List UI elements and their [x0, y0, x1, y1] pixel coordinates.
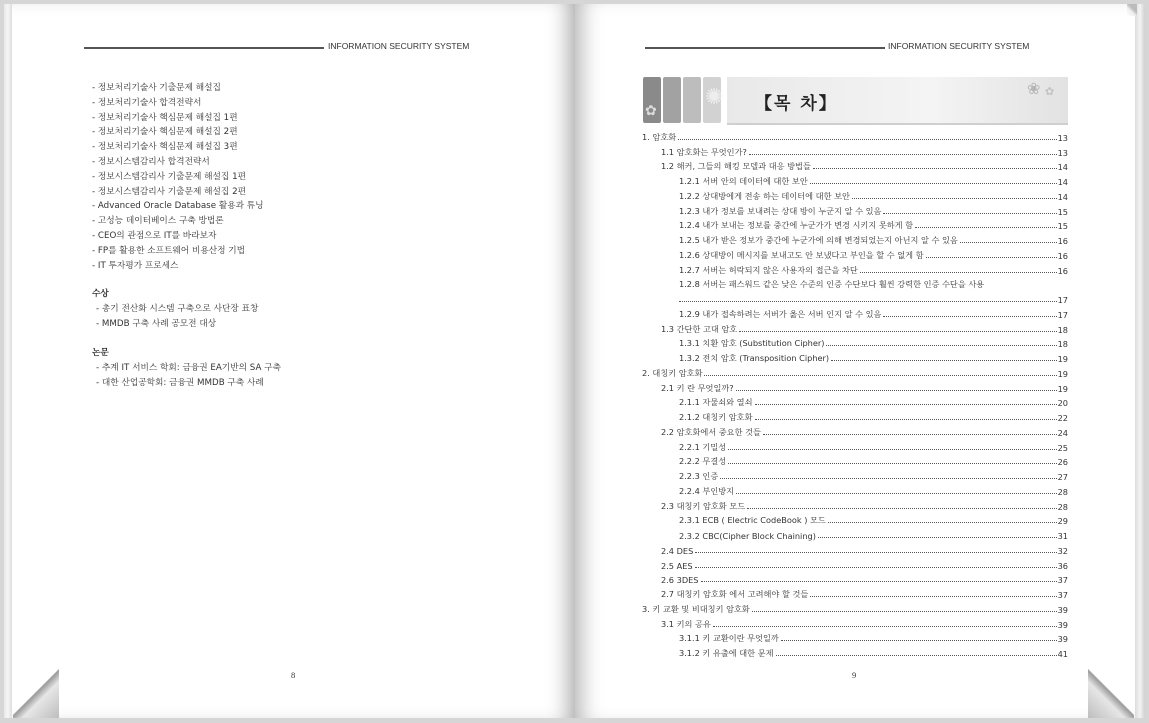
book-item: - 정보시스템감리사 합격전략서 — [92, 156, 210, 167]
toc-entry-title: 3.1 키의 공유 — [661, 618, 711, 629]
right-page-number: 9 — [852, 670, 857, 680]
banner-tile-3 — [683, 77, 701, 123]
toc-leader-dots — [860, 272, 1057, 273]
toc-page-number: 39 — [1057, 634, 1068, 645]
toc-entry[interactable] — [642, 128, 1068, 143]
toc-leader-dots — [831, 360, 1056, 361]
toc-page-number: 17 — [1057, 309, 1068, 320]
toc-leader-dots — [728, 449, 1056, 450]
toc-banner — [643, 77, 1068, 125]
toc-entry-title: 2.7 대칭키 암호화 에서 고려해야 할 것들 — [661, 589, 809, 599]
toc-entry[interactable] — [642, 187, 1068, 202]
toc-leader-dots — [818, 537, 1057, 538]
toc-page-number: 26 — [1057, 457, 1068, 468]
toc-entry[interactable] — [642, 276, 1068, 291]
toc-entry[interactable] — [642, 482, 1068, 497]
toc-leader-dots — [695, 567, 1057, 568]
page-curl-bottom-left[interactable] — [13, 668, 59, 718]
toc-leader-dots — [749, 154, 1057, 155]
toc-page-number: 37 — [1057, 575, 1068, 586]
toc-entry-title: 3.1.1 키 교환이란 무엇일까 — [679, 633, 779, 644]
left-page — [12, 4, 575, 718]
toc-leader-dots — [679, 301, 1057, 302]
papers-list — [92, 361, 512, 391]
toc-entry-title: 2.1.2 대칭키 암호화 — [679, 412, 753, 422]
toc-entry[interactable] — [642, 158, 1068, 173]
toc-entry[interactable] — [642, 305, 1068, 320]
toc-entry-title: 2.1.1 자물쇠와 열쇠 — [679, 397, 753, 408]
toc-page-number: 13 — [1057, 147, 1068, 158]
toc-page-number: 27 — [1057, 472, 1068, 482]
toc-leader-dots — [915, 227, 1057, 228]
toc-page-number: 18 — [1057, 324, 1068, 335]
toc-entry[interactable] — [642, 408, 1068, 423]
toc-page-number: 39 — [1057, 619, 1068, 630]
book-item: - 정보시스템감리사 기출문제 해설집 1편 — [92, 171, 246, 182]
toc-entry[interactable] — [642, 644, 1068, 659]
toc-page-number: 22 — [1057, 413, 1068, 423]
toc-leader-dots — [695, 552, 1056, 553]
table-of-contents — [642, 128, 1068, 659]
flower-icon: ✺ — [705, 85, 724, 110]
toc-entry[interactable] — [642, 143, 1068, 158]
toc-leader-dots — [713, 626, 1057, 627]
toc-entry[interactable] — [642, 585, 1068, 600]
toc-entry[interactable] — [642, 453, 1068, 468]
toc-entry-title: 2.3.1 ECB ( Electric CodeBook ) 모드 — [679, 515, 826, 526]
toc-page-number: 19 — [1057, 383, 1068, 394]
book-item: - IT 투자평가 프로세스 — [92, 260, 179, 271]
toc-entry-title: 2.2 암호화에서 중요한 것들 — [661, 426, 761, 437]
toc-leader-dots — [752, 611, 1057, 612]
toc-entry-title: 1.2.3 내가 정보를 보내려는 상대 방이 누군지 알 수 있음 — [679, 205, 882, 216]
papers-title: 논문 — [92, 348, 109, 359]
book-item: - 고성능 데이터베이스 구축 방법론 — [92, 216, 224, 227]
toc-entry[interactable] — [642, 202, 1068, 217]
right-page — [575, 4, 1135, 718]
toc-entry-title: 3. 키 교환 및 비대칭키 암호화 — [642, 603, 750, 614]
toc-page-number: 20 — [1057, 398, 1068, 409]
toc-entry-title: 2. 대칭키 암호화 — [642, 367, 703, 378]
toc-page-number: 39 — [1057, 604, 1068, 615]
toc-leader-dots — [736, 390, 1057, 391]
toc-leader-dots — [810, 596, 1056, 597]
toc-entry[interactable] — [642, 423, 1068, 438]
toc-entry-title: 1.2.4 내가 보내는 정보를 중간에 누군가가 변경 시키지 못하게 함 — [679, 220, 914, 231]
right-header-rule — [645, 47, 885, 49]
toc-entry[interactable] — [642, 630, 1068, 645]
toc-leader-dots — [755, 419, 1057, 420]
toc-page-number: 29 — [1057, 516, 1068, 527]
toc-leader-dots — [701, 581, 1057, 582]
page-stack-left — [4, 4, 12, 718]
toc-page-number: 14 — [1057, 177, 1068, 187]
toc-leader-dots — [781, 640, 1057, 641]
toc-entry-title: 2.2.1 기밀성 — [679, 441, 727, 452]
toc-page-number: 15 — [1057, 221, 1068, 232]
toc-entry[interactable] — [642, 541, 1068, 556]
toc-leader-dots — [728, 463, 1056, 464]
toc-entry-title: 1.3.1 치환 암호 (Substitution Cipher) — [679, 338, 825, 349]
toc-entry[interactable] — [642, 615, 1068, 630]
toc-entry[interactable] — [642, 320, 1068, 335]
award-item: - 총기 전산화 시스템 구축으로 사단장 표창 — [96, 304, 259, 315]
banner-tile-2 — [663, 77, 681, 123]
flower-icon: ❀ — [1027, 79, 1041, 98]
toc-entry-title: 1.2.9 내가 접속하려는 서버가 옳은 서버 인지 알 수 있음 — [679, 308, 882, 319]
toc-page-number: 16 — [1057, 265, 1068, 276]
toc-leader-dots — [810, 183, 1057, 184]
toc-entry[interactable] — [642, 467, 1068, 482]
book-item: - CEO의 관점으로 IT를 바라보자 — [92, 230, 217, 241]
toc-entry-title: 2.2.3 인증 — [679, 471, 719, 481]
left-page-number: 8 — [291, 670, 296, 680]
toc-entry-title: 2.2.4 부인방지 — [679, 485, 735, 496]
toc-entry[interactable] — [642, 335, 1068, 350]
toc-title: 【목 차】 — [755, 94, 838, 114]
toc-entry-title: 1.2.2 상대방에게 전송 하는 데이터에 대한 보안 — [679, 190, 850, 201]
toc-leader-dots — [883, 316, 1056, 317]
toc-entry-title: 2.5 AES — [661, 560, 693, 571]
toc-entry-title: 1.3.2 전치 암호 (Transposition Cipher) — [679, 353, 830, 363]
left-header — [84, 41, 484, 55]
toc-entry[interactable] — [642, 438, 1068, 453]
toc-page-number: 28 — [1057, 501, 1068, 512]
paper-item: - 추계 IT 서비스 학회: 금융권 EA기반의 SA 구축 — [96, 363, 281, 374]
toc-leader-dots — [739, 331, 1056, 332]
toc-entry[interactable] — [642, 172, 1068, 187]
page-corner-top-right — [1127, 4, 1137, 16]
toc-entry[interactable] — [642, 261, 1068, 276]
page-stack-right — [1135, 4, 1145, 718]
flower-icon: ✿ — [1045, 85, 1055, 98]
toc-leader-dots — [813, 168, 1057, 169]
book-item: - 정보처리기술사 합격전략서 — [92, 97, 202, 108]
toc-entry[interactable] — [642, 379, 1068, 394]
toc-page-number: 25 — [1057, 442, 1068, 453]
awards-list — [92, 302, 512, 332]
toc-leader-dots — [704, 375, 1056, 376]
toc-page-number: 14 — [1057, 162, 1068, 173]
toc-page-number: 14 — [1057, 191, 1068, 202]
flower-icon: ✿ — [645, 103, 657, 119]
toc-page-number: 18 — [1057, 339, 1068, 350]
book-item: - 정보처리기술사 기출문제 해설집 — [92, 83, 221, 93]
toc-entry[interactable] — [642, 231, 1068, 246]
toc-entry[interactable] — [642, 349, 1068, 364]
paper-item: - 대한 산업공학회: 금융권 MMDB 구축 사례 — [96, 378, 264, 389]
toc-entry[interactable] — [642, 217, 1068, 232]
toc-entry[interactable] — [642, 394, 1068, 409]
toc-leader-dots — [736, 493, 1057, 494]
toc-page-number: 36 — [1057, 560, 1068, 571]
toc-entry[interactable] — [642, 364, 1068, 379]
book-item: - 정보처리기술사 핵심문제 해설집 2편 — [92, 127, 238, 138]
toc-leader-dots — [883, 213, 1056, 214]
toc-entry[interactable] — [642, 600, 1068, 615]
toc-leader-dots — [926, 257, 1057, 258]
toc-entry-title: 3.1.2 키 유출에 대한 문제 — [679, 648, 774, 658]
toc-entry[interactable] — [642, 246, 1068, 261]
toc-page-number: 19 — [1057, 368, 1068, 379]
toc-page-number: 15 — [1057, 206, 1068, 217]
toc-entry[interactable] — [642, 556, 1068, 571]
toc-entry-title: 2.3.2 CBC(Cipher Block Chaining) — [679, 531, 816, 541]
toc-leader-dots — [747, 508, 1056, 509]
toc-entry-title: 1.2.5 내가 받은 정보가 중간에 누군가에 의해 변경되었는지 아닌지 알 수 있음 — [679, 235, 958, 245]
toc-entry-title: 2.6 3DES — [661, 575, 699, 586]
books-list — [92, 81, 512, 273]
toc-page-number: 28 — [1057, 486, 1068, 497]
toc-page-number: 32 — [1057, 545, 1068, 556]
toc-entry-title: 1. 암호화 — [642, 131, 677, 142]
book-item: - FP를 활용한 소프트웨어 비용산정 기법 — [92, 245, 246, 256]
toc-leader-dots — [678, 139, 1056, 140]
toc-entry[interactable] — [642, 512, 1068, 527]
toc-entry-title: 2.4 DES — [661, 545, 694, 556]
toc-leader-dots — [960, 242, 1057, 243]
toc-entry-continuation[interactable] — [642, 290, 1068, 305]
book-item: - 정보시스템감리사 기출문제 해설집 2편 — [92, 186, 246, 197]
awards-title: 수상 — [92, 289, 109, 300]
toc-entry-title: 2.2.2 무결성 — [679, 456, 727, 467]
toc-leader-dots — [826, 345, 1056, 346]
page-curl-bottom-right[interactable] — [1088, 668, 1134, 718]
toc-page-number: 13 — [1057, 132, 1068, 143]
toc-page-number: 37 — [1057, 590, 1068, 600]
toc-leader-dots — [763, 434, 1057, 435]
toc-entry[interactable] — [642, 526, 1068, 541]
book-item: - 정보처리기술사 핵심문제 해설집 3편 — [92, 142, 238, 153]
toc-entry-title: 1.1 암호화는 무엇인가? — [661, 146, 747, 157]
toc-entry-title: 1.2.7 서버는 허락되지 않은 사용자의 접근을 차단 — [679, 264, 858, 275]
toc-title-box — [727, 77, 1068, 125]
toc-leader-dots — [720, 478, 1056, 479]
toc-page-number: 31 — [1057, 531, 1068, 541]
toc-entry-title: 2.1 키 란 무엇일까? — [661, 382, 734, 393]
left-header-text: INFORMATION SECURITY SYSTEM — [328, 41, 470, 51]
toc-page-number: 17 — [1057, 295, 1068, 305]
toc-entry[interactable] — [642, 497, 1068, 512]
right-header-text: INFORMATION SECURITY SYSTEM — [888, 41, 1030, 51]
toc-leader-dots — [828, 522, 1057, 523]
toc-entry-title: 1.2.1 서버 안의 데이터에 대한 보안 — [679, 176, 808, 186]
book-item: - 정보처리기술사 핵심문제 해설집 1편 — [92, 112, 238, 123]
toc-page-number: 16 — [1057, 236, 1068, 246]
toc-leader-dots — [776, 655, 1057, 656]
toc-entry-title: 2.3 대칭키 암호화 모드 — [661, 500, 746, 511]
book-item: - Advanced Oracle Database 활용과 튜닝 — [92, 201, 264, 212]
toc-entry-title: 1.2.6 상대방이 메시지를 보내고도 안 보냈다고 부인을 할 수 없게 함 — [679, 249, 924, 260]
toc-entry-title: 1.2 해커, 그들의 해킹 모델과 대응 방법들 — [661, 161, 811, 172]
left-header-rule — [84, 47, 324, 49]
toc-page-number: 41 — [1057, 649, 1068, 659]
toc-leader-dots — [852, 198, 1057, 199]
award-item: - MMDB 구축 사례 공모전 대상 — [96, 319, 217, 330]
toc-page-number: 19 — [1057, 354, 1068, 364]
toc-page-number: 16 — [1057, 250, 1068, 261]
author-bio — [92, 81, 512, 391]
toc-page-number: 24 — [1057, 427, 1068, 438]
toc-entry-title: 1.3 간단한 고대 암호 — [661, 323, 738, 334]
right-header — [645, 41, 1045, 55]
toc-entry[interactable] — [642, 571, 1068, 586]
toc-entry-title: 1.2.8 서버는 패스워드 같은 낮은 수준의 인증 수단보다 훨씬 강력한 인증 수단을 사용 — [679, 279, 985, 290]
toc-leader-dots — [755, 404, 1057, 405]
